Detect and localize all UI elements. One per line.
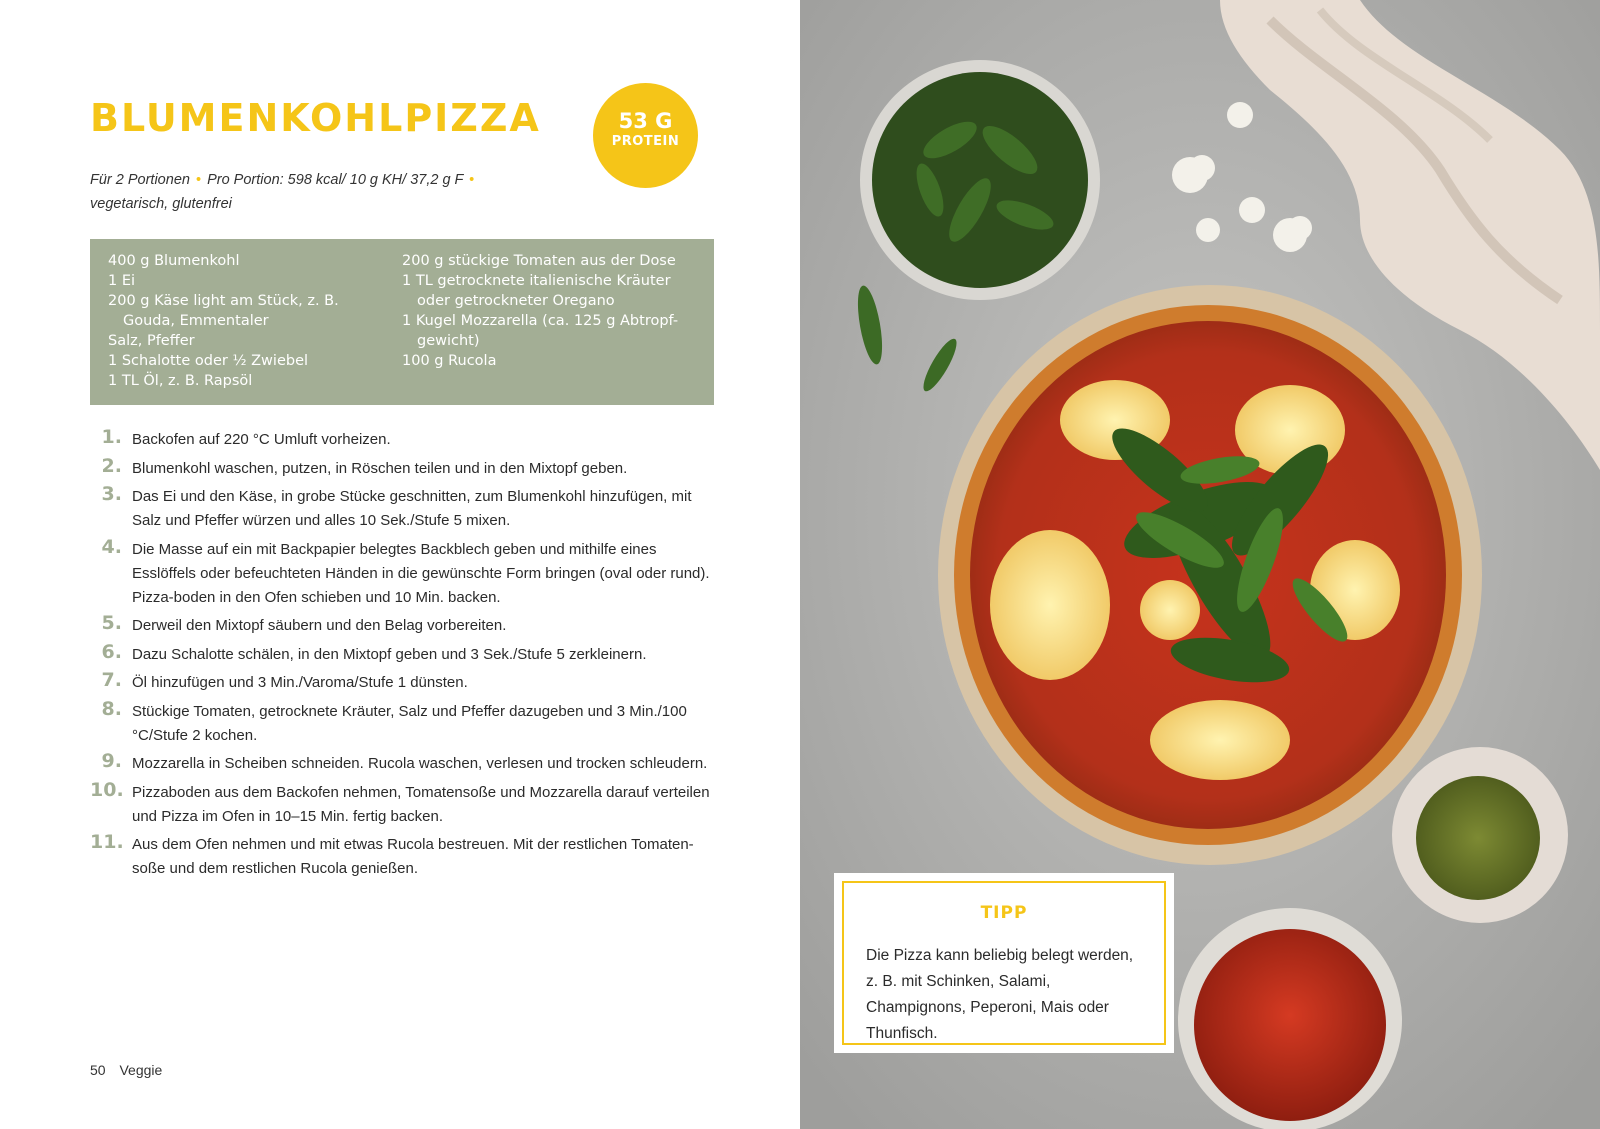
step-number: 5.: [101, 612, 122, 634]
step-text: Derweil den Mixtopf säubern und den Belag vorbereiten.: [132, 617, 507, 634]
ingredient-item: 200 g Käse light am Stück, z. B. Gouda, Emmentaler: [108, 293, 339, 329]
ingredient-item: 1 Kugel Mozzarella (ca. 125 g Abtropf-gewicht): [402, 313, 679, 349]
step-item: [90, 833, 720, 881]
step-item: [90, 454, 720, 481]
step-number: 4.: [101, 535, 122, 558]
step-number: 10.: [90, 778, 124, 801]
recipe-meta: [90, 168, 520, 216]
step-text: Das Ei und den Käse, in grobe Stücke geschnitten, zum Blumenkohl hinzufügen, mit Salz und Pfeffer würzen und alles 10 Sek./Stufe 5 mixen.: [132, 488, 692, 529]
step-text: Blumenkohl waschen, putzen, in Röschen teilen und in den Mixtopf geben.: [132, 459, 628, 477]
page-footer: [90, 1062, 162, 1078]
tip-text: Die Pizza kann beliebig belegt werden, z. B. mit Schinken, Salami, Champignons, Peperoni, Mais oder Thunfisch.: [866, 947, 1134, 1042]
step-number: 9.: [101, 750, 122, 772]
ingredient-item: 1 Ei: [108, 273, 136, 289]
step-text: Öl hinzufügen und 3 Min./Varoma/Stufe 1 dünsten.: [132, 674, 468, 691]
nutrition-text: Pro Portion: 598 kcal/ 10 g KH/ 37,2 g F: [207, 172, 464, 188]
tip-box: [834, 873, 1174, 1053]
step-item: [90, 614, 720, 638]
section-name: Veggie: [119, 1062, 163, 1078]
step-text: Mozzarella in Scheiben schneiden. Rucola waschen, verlesen und trocken schleudern.: [132, 755, 708, 772]
step-item: [90, 535, 720, 610]
ingredients-box: [90, 239, 714, 405]
page-number: 50: [90, 1062, 106, 1078]
step-item: [90, 485, 720, 533]
protein-label: PROTEIN: [611, 134, 680, 149]
ingredients-column-right: [402, 251, 702, 371]
steps-list: [90, 428, 720, 886]
step-number: 1.: [101, 426, 122, 448]
bullet-dot: •: [469, 172, 475, 188]
ingredient-item: 200 g stückige Tomaten aus der Dose: [402, 253, 676, 269]
step-text: Backofen auf 220 °C Umluft vorheizen.: [132, 431, 391, 448]
tip-frame: [842, 881, 1166, 1045]
step-text: Stückige Tomaten, getrocknete Kräuter, Salz und Pfeffer dazugeben und 3 Min./100 °C/Stufe 2 kochen.: [132, 702, 687, 744]
ingredient-item: 1 TL Öl, z. B. Rapsöl: [108, 373, 253, 389]
ingredient-item: Salz, Pfeffer: [108, 333, 195, 349]
ingredients-column-left: [108, 251, 388, 391]
step-number: 6.: [101, 640, 122, 663]
portions-text: Für 2 Portionen: [90, 172, 190, 188]
step-text: Die Masse auf ein mit Backpapier belegtes Backblech geben und mithilfe eines Esslöffels oder befeuchteten Händen in die gewünschte Form bringen (oval oder rund). Pizza-boden in den Ofen schieben und 10 Min. backen.: [132, 540, 710, 606]
protein-value: 53 G: [618, 109, 673, 133]
step-number: 7.: [101, 669, 122, 691]
diet-tags: vegetarisch, glutenfrei: [90, 196, 232, 212]
step-item: [90, 697, 720, 748]
protein-badge: [593, 83, 698, 188]
ingredient-item: 1 TL getrocknete italienische Kräuter oder getrockneter Oregano: [402, 273, 671, 309]
step-item: [90, 778, 720, 829]
step-number: 2.: [101, 454, 122, 477]
recipe-title: BLUMENKOHLPIZZA: [90, 96, 541, 140]
step-number: 8.: [101, 697, 122, 720]
step-number: 3.: [101, 483, 122, 505]
step-number: 11.: [90, 831, 124, 853]
step-text: Pizzaboden aus dem Backofen nehmen, Tomatensoße und Mozzarella darauf verteilen und Pizza im Ofen in 10–15 Min. fertig backen.: [132, 783, 710, 825]
step-text: Dazu Schalotte schälen, in den Mixtopf geben und 3 Sek./Stufe 5 zerkleinern.: [132, 645, 647, 663]
step-text: Aus dem Ofen nehmen und mit etwas Rucola bestreuen. Mit der restlichen Tomaten-soße und dem restlichen Rucola genießen.: [132, 836, 694, 877]
ingredient-item: 1 Schalotte oder ½ Zwiebel: [108, 353, 309, 369]
bullet-dot: •: [195, 172, 202, 188]
step-item: [90, 752, 720, 776]
tip-title: TIPP: [980, 903, 1028, 923]
ingredient-item: 100 g Rucola: [402, 353, 497, 369]
step-item: [90, 428, 720, 452]
step-item: [90, 640, 720, 667]
step-item: [90, 671, 720, 695]
ingredient-item: 400 g Blumenkohl: [108, 253, 240, 269]
